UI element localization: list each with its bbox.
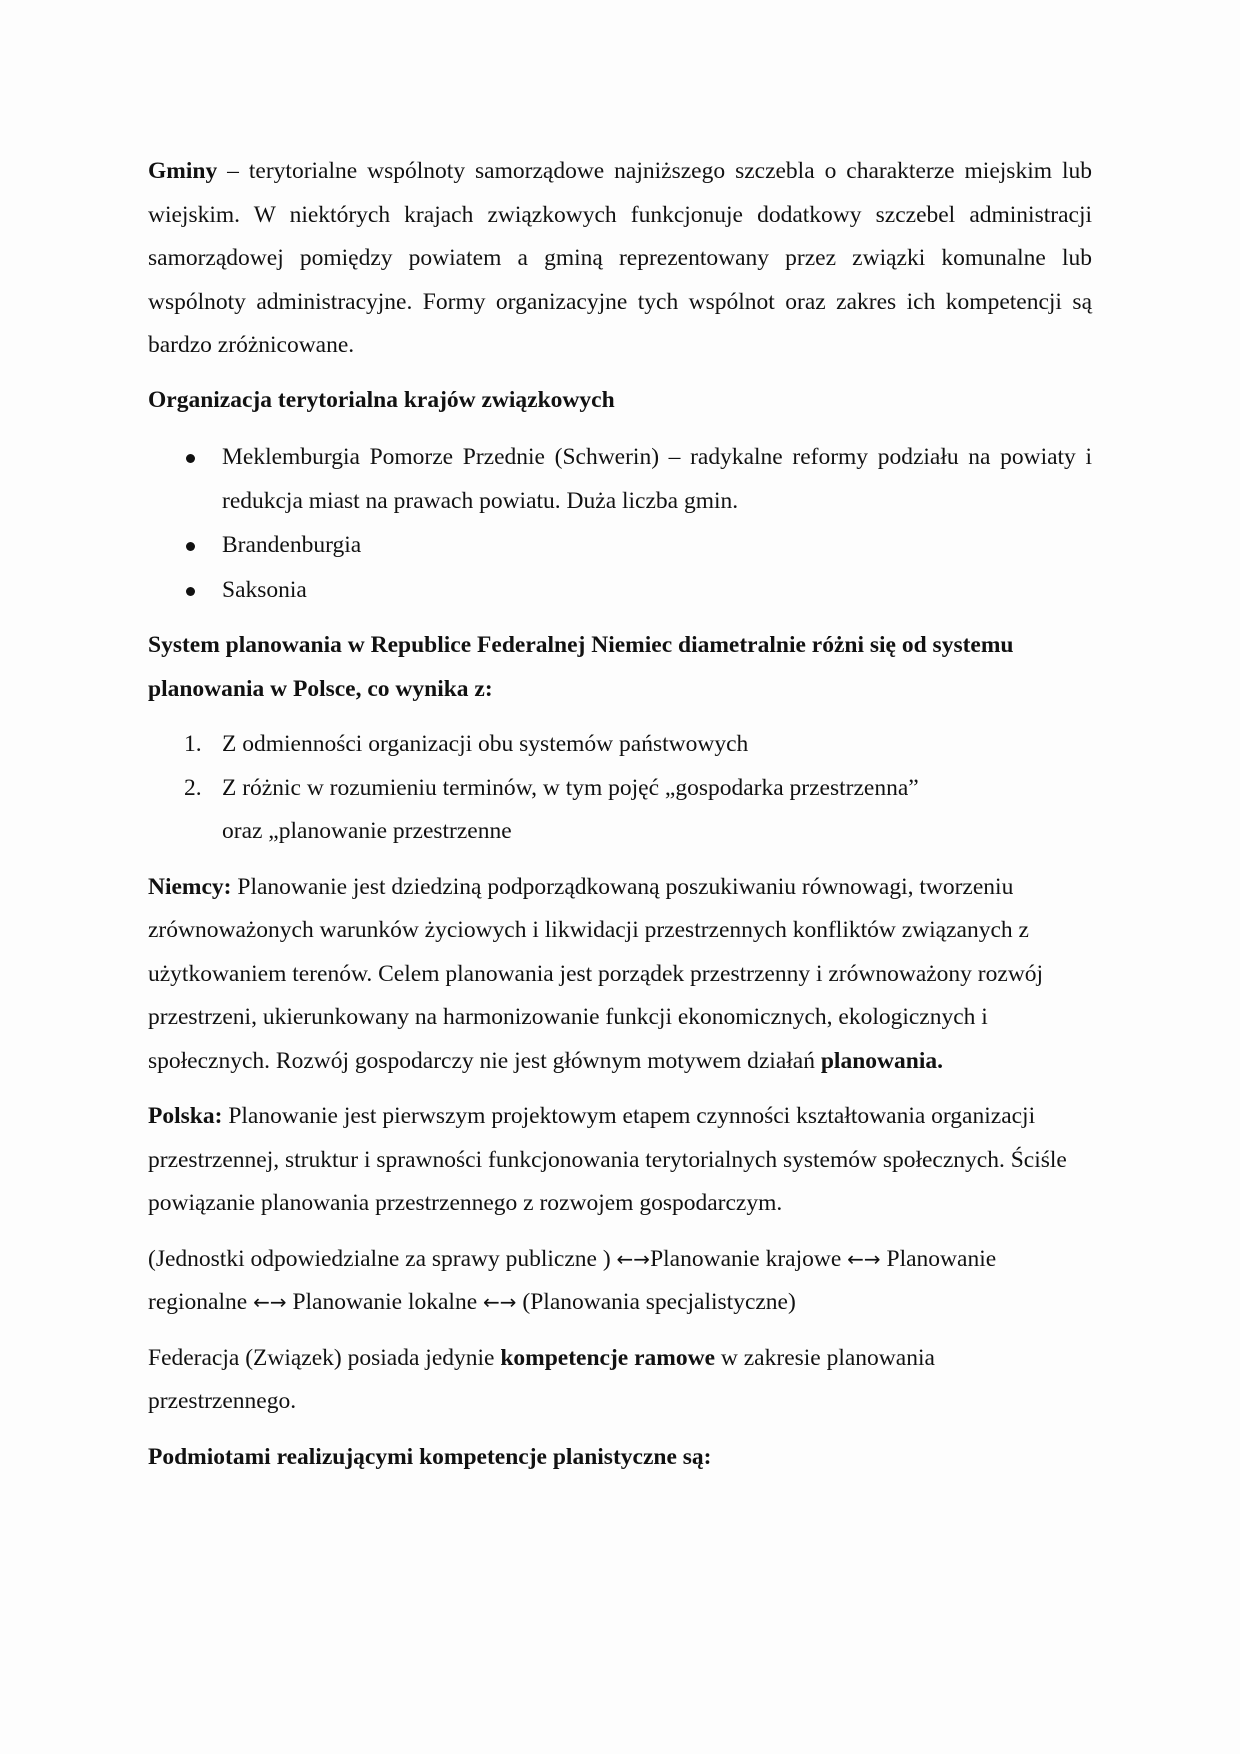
system-list (148, 723, 1092, 854)
niemcy-paragraph: Niemcy: Planowanie jest dziedziną podporządkowaną poszukiwaniu równowagi, tworzeniu zrównoważonych warunków życiowych i likwidacji przestrzennych konfliktów związanych z użytkowaniem terenów. Celem planowania jest porządek przestrzenny i zrównoważony rozwój przestrzeni, ukierunkowany na harmonizowanie funkcji ekonomicznych, ekologicznych i społecznych. Rozwój gospodarczy nie jest głównym motywem działań planowania. (148, 873, 1044, 1074)
bullet-icon (186, 587, 195, 596)
bidirectional-arrow-icon: ←→ (847, 1246, 881, 1271)
bullet-icon (186, 454, 195, 463)
federacja-paragraph: Federacja (Związek) posiada jedynie kompetencje ramowe w zakresie planowania przestrzennego. (148, 1344, 935, 1414)
polska-term: Polska: (148, 1103, 223, 1129)
document-page (148, 150, 1092, 1479)
list-item: Meklemburgia Pomorze Przednie (Schwerin) – radykalne reformy podziału na powiaty i redukcja miast na prawach powiatu. Duża liczba gmin. (148, 436, 1092, 523)
organizacja-heading: Organizacja terytorialna krajów związkowych (148, 386, 615, 413)
podmioty-heading: Podmiotami realizującymi kompetencje planistyczne są: (148, 1443, 712, 1470)
federacja-emphasis: kompetencje ramowe (500, 1344, 716, 1371)
system-heading: System planowania w Republice Federalnej Niemiec diametralnie różni się od systemu planowania w Polsce, co wynika z: (148, 632, 1014, 702)
organizacja-list (148, 436, 1092, 612)
gminy-paragraph (148, 150, 1092, 368)
bidirectional-arrow-icon: ←→ (616, 1246, 651, 1271)
gminy-term: Gminy (148, 158, 218, 184)
list-item: Brandenburgia (148, 524, 1092, 568)
hierarchy-paragraph: (Jednostki odpowiedzialne za sprawy publiczne ) ←→Planowanie krajowe ←→ Planowanie regionalne ←→ Planowanie lokalne ←→ (Planowania specjalistyczne) (148, 1245, 997, 1315)
niemcy-term: Niemcy: (148, 873, 232, 900)
list-item: 1. Z odmienności organizacji obu systemów państwowych (148, 723, 1092, 767)
list-item: Saksonia (148, 569, 1092, 613)
bidirectional-arrow-icon: ←→ (483, 1290, 517, 1314)
polska-paragraph: Polska: Planowanie jest pierwszym projektowym etapem czynności kształtowania organizacji przestrzennej, struktur i sprawności funkcjonowania terytorialnych systemów społecznych. Ściśle powiązanie planowania przestrzennego z rozwojem gospodarczym. (148, 1103, 1067, 1216)
list-item: 2. Z różnic w rozumieniu terminów, w tym pojęć „gospodarka przestrzenna” oraz „planowanie przestrzenne (148, 767, 942, 854)
bidirectional-arrow-icon: ←→ (253, 1290, 287, 1314)
bullet-icon (186, 542, 195, 551)
list-number: 2. (184, 774, 202, 801)
list-number: 1. (184, 731, 202, 757)
gminy-text: – terytorialne wspólnoty samorządowe najniższego szczebla o charakterze miejskim lub wiejskim. W niektórych krajach związkowych funkcjonuje dodatkowy szczebel administracji samorządowej pomiędzy powiatem a gminą reprezentowany przez związki komunalne lub wspólnoty administracyjne. Formy organizacyjne tych wspólnot oraz zakres ich kompetencji są bardzo zróżnicowane. (148, 158, 1092, 358)
